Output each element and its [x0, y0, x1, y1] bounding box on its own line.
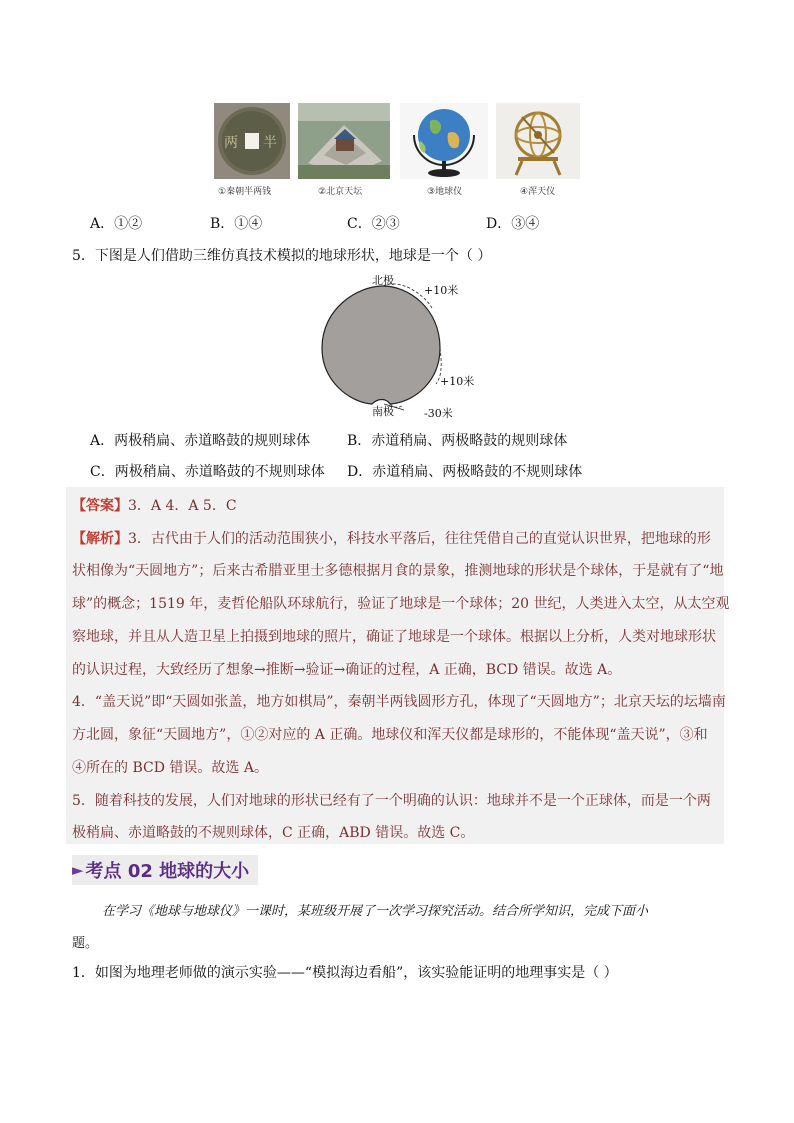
analysis-line-9: 5．随着科技的发展，人们对地球的形状已经有了一个明确的认识：地球并不是一个正球体，而是一个两: [72, 793, 711, 809]
q4-option-c[interactable]: C．②③: [347, 216, 400, 232]
analysis-line-8: ④所在的 BCD 错误。故选 A。: [72, 760, 268, 776]
intro-line-2: 题。: [72, 936, 99, 951]
analysis-line-2: 状相像为“天圆地方”；后来古希腊亚里士多德根据月食的景象，推测地球的形状是个球体，于是就有了“地: [72, 563, 724, 579]
north-offset-label: +10米: [424, 284, 459, 297]
intro-line-1: 在学习《地球与地球仪》一课时，某班级开展了一次学习探究活动。结合所学知识，完成下面小: [102, 904, 649, 919]
q5-option-d[interactable]: D．赤道稍扁、两极略鼓的不规则球体: [347, 464, 583, 480]
q5-option-a[interactable]: A．两极稍扁、赤道略鼓的规则球体: [90, 433, 311, 449]
photo-caption-2: ②北京天坛: [318, 187, 363, 197]
analysis-label: 【解析】: [72, 531, 128, 547]
analysis-line-10: 极稍扁、赤道略鼓的不规则球体，C 正确，ABD 错误。故选 C。: [72, 825, 475, 841]
analysis-line-5: 的认识过程，大致经历了想象→推断→验证→确证的过程，A 正确，BCD 错误。故选 A。: [72, 662, 622, 678]
coin-photo: [214, 103, 290, 179]
svg-text:两: 两: [224, 135, 238, 151]
armillary-photo: [496, 103, 580, 179]
q4-option-b[interactable]: B．①④: [210, 216, 263, 232]
earth-shape-diagram: [300, 268, 490, 420]
answer-line: [72, 495, 237, 515]
svg-text:半: 半: [263, 135, 277, 151]
section-title: 考点 02 地球的大小: [85, 861, 250, 882]
analysis-line-3: 球”的概念；1519 年，麦哲伦船队环球航行，验证了地球是一个球体；20 世纪，人类进入太空，从太空观: [72, 596, 730, 612]
triangle-arrow-icon: ►: [72, 861, 84, 879]
q5-option-b[interactable]: B．赤道稍扁、两极略鼓的规则球体: [347, 433, 568, 449]
globe-photo: [400, 103, 488, 179]
photo-caption-4: ④浑天仪: [520, 187, 556, 197]
equator-offset-label: +10米: [440, 375, 475, 388]
south-pole-label: 南极: [372, 405, 394, 418]
south-offset-label: -30米: [424, 407, 453, 420]
temple-photo: [298, 103, 390, 179]
q4-option-d[interactable]: D．③④: [486, 216, 540, 232]
section-header: [72, 855, 258, 885]
photo-caption-1: ①秦朝半两钱: [218, 187, 272, 197]
north-pole-label: 北极: [372, 274, 394, 287]
analysis-line-6: 4．“盖天说”即“天圆如张盖，地方如棋局”，秦朝半两钱圆形方孔，体现了“天圆地方”；北京天坛的坛墙南: [72, 694, 726, 710]
analysis-line-1: 【解析】3．古代由于人们的活动范围狭小，科技水平落后，往往凭借自己的直觉认识世界，把地球的形: [72, 531, 711, 547]
photo-caption-3: ③地球仪: [427, 187, 463, 197]
answer-text: 3．A 4．A 5．C: [128, 498, 237, 514]
answer-label: 【答案】: [72, 498, 128, 514]
q5-option-c[interactable]: C．两极稍扁、赤道略鼓的不规则球体: [90, 464, 325, 480]
q4-option-a[interactable]: A．①②: [90, 216, 143, 232]
analysis-line-7: 方北圆，象征“天圆地方”，①②对应的 A 正确。地球仪和浑天仪都是球形的，不能体现“盖天说”，③和: [72, 727, 708, 743]
analysis-line-4: 察地球，并且从人造卫星上拍摄到地球的照片，确证了地球是一个球体。根据以上分析，人类对地球形状: [72, 629, 716, 645]
q5-stem: 5．下图是人们借助三维仿真技术模拟的地球形状，地球是一个（ ）: [72, 248, 492, 264]
q1-stem: 1．如图为地理老师做的演示实验——“模拟海边看船”，该实验能证明的地理事实是（ ）: [72, 965, 618, 981]
